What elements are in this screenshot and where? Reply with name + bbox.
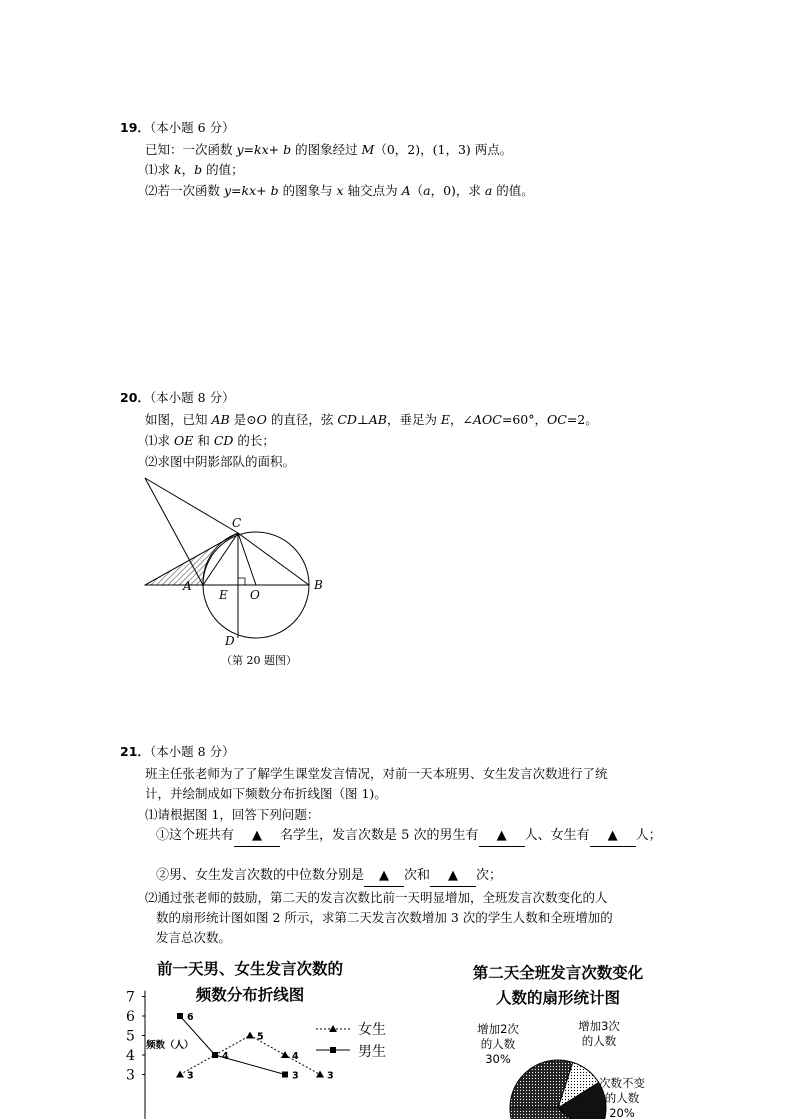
q20-figure-caption: （第 20 题图） <box>221 654 297 667</box>
q21-part2-line1: ⑵通过张老师的鼓励，第二天的发言次数比前一天明显增加，全班发言次数变化的人 <box>145 890 608 905</box>
legend-boys-label: 男生 <box>358 1044 386 1060</box>
pie-label-increase-3: 增加3次 <box>578 1019 620 1033</box>
chart1-y-axis-label: 频数（人） <box>146 1040 194 1051</box>
label-c: C <box>232 516 242 530</box>
q20-number: 20 <box>120 390 138 405</box>
pie-label-unchanged: 次数不变 <box>599 1076 645 1090</box>
q19-stem: 已知：一次函数 y=kx+ b 的图象经过 M（0，2)，(1，3) 两点。 <box>145 142 513 157</box>
chart2-title-line2: 人数的扇形统计图 <box>495 989 620 1007</box>
chart1-point-girls <box>246 1032 254 1039</box>
pie-label-unchanged: 的人数 <box>604 1091 640 1105</box>
pie-label-unchanged: 20% <box>609 1106 635 1119</box>
chart1-series-line-girls <box>180 1036 320 1075</box>
q21-part2-line3: 发言总次数。 <box>156 930 232 945</box>
chart1-data-label: 4 <box>292 1051 299 1062</box>
pie-label-increase-2: 30% <box>485 1052 511 1066</box>
chart1-y-tick-label: 3 <box>126 1067 135 1084</box>
chart1-point-girls <box>176 1071 184 1078</box>
chart1-point-boys <box>282 1072 288 1078</box>
chart1-data-label: 3 <box>292 1070 299 1082</box>
answer-blank-2: ▲ <box>479 826 525 847</box>
answer-blank-4: ▲ <box>364 866 404 887</box>
answer-blank-5: ▲ <box>430 866 476 887</box>
label-a: A <box>183 579 192 593</box>
chart1-data-label: 3 <box>327 1070 334 1082</box>
q21-stem-line1: 班主任张老师为了了解学生课堂发言情况，对前一天本班男、女生发言次数进行了统 <box>145 766 608 781</box>
legend-boys-marker <box>330 1047 336 1053</box>
q21-part1: ⑴请根据图 1，回答下列问题： <box>145 807 320 822</box>
q19-header: 19．（本小题 6 分） <box>120 120 235 135</box>
q21-part2-line2: 数的扇形统计图如图 2 所示，求第二天发言次数增加 3 次的学生人数和全班增加的 <box>156 910 613 925</box>
pie-label-increase-2: 的人数 <box>480 1037 516 1051</box>
q19-points: （本小题 6 分） <box>149 120 235 135</box>
chart1-point-girls <box>316 1071 324 1078</box>
chart1-title-line1: 前一天男、女生发言次数的 <box>156 960 343 978</box>
q21-points: （本小题 8 分） <box>149 744 235 759</box>
q21-stem-line2: 计，并绘制成如下频数分布折线图（图 1)。 <box>145 786 387 801</box>
legend-girls-label: 女生 <box>358 1022 386 1038</box>
chart1-data-label: 3 <box>187 1070 194 1082</box>
chart1-title-line2: 频数分布折线图 <box>195 986 305 1004</box>
q20-points: （本小题 8 分） <box>149 390 235 405</box>
chart1-data-label: 4 <box>222 1051 229 1062</box>
chart1-data-label: 5 <box>257 1031 264 1043</box>
q21-sub1: ①这个班共有 ▲ 名学生，发言次数是 5 次的男生有 ▲ 人、女生有 ▲ 人； <box>156 826 662 847</box>
q20-stem: 如图，已知 AB 是⊙O 的直径，弦 CD⊥AB，垂足为 E，∠AOC=60°，OC=2。 <box>145 412 598 427</box>
pie-label-increase-2: 增加2次 <box>477 1022 519 1036</box>
q20-part2: ⑵求图中阴影部队的面积。 <box>145 454 296 469</box>
legend-girls-marker <box>329 1025 337 1032</box>
label-b: B <box>314 578 323 592</box>
answer-blank-3: ▲ <box>590 826 636 847</box>
q20-header: 20．（本小题 8 分） <box>120 390 235 405</box>
label-o: O <box>250 588 260 602</box>
chart1-point-boys <box>212 1052 218 1058</box>
q19-part2: ⑵若一次函数 y=kx+ b 的图象与 x 轴交点为 A（a，0)，求 a 的值。 <box>145 183 534 198</box>
pie-label-increase-3: 的人数 <box>581 1034 617 1048</box>
answer-blank-1: ▲ <box>234 826 280 847</box>
chart1-y-tick-label: 7 <box>126 989 135 1006</box>
chart2-title-line1: 第二天全班发言次数变化 <box>472 964 644 982</box>
q21-sub2: ②男、女生发言次数的中位数分别是 ▲ 次和 ▲ 次； <box>156 866 502 887</box>
chart1-y-tick-label: 6 <box>126 1009 135 1025</box>
chart1-point-girls <box>281 1051 289 1058</box>
label-e: E <box>219 588 228 602</box>
q21-number: 21 <box>120 744 138 759</box>
chart1-y-tick-label: 5 <box>126 1028 135 1045</box>
chart1-data-label: 6 <box>187 1012 194 1023</box>
chart1-point-boys <box>177 1013 183 1019</box>
q20-part1: ⑴求 OE 和 CD 的长； <box>145 433 275 448</box>
label-d: D <box>225 634 235 648</box>
q21-header: 21．（本小题 8 分） <box>120 744 235 759</box>
q19-part1: ⑴求 k，b 的值； <box>145 162 244 177</box>
chart1-y-tick-label: 4 <box>126 1048 135 1064</box>
q19-number: 19 <box>120 120 138 135</box>
